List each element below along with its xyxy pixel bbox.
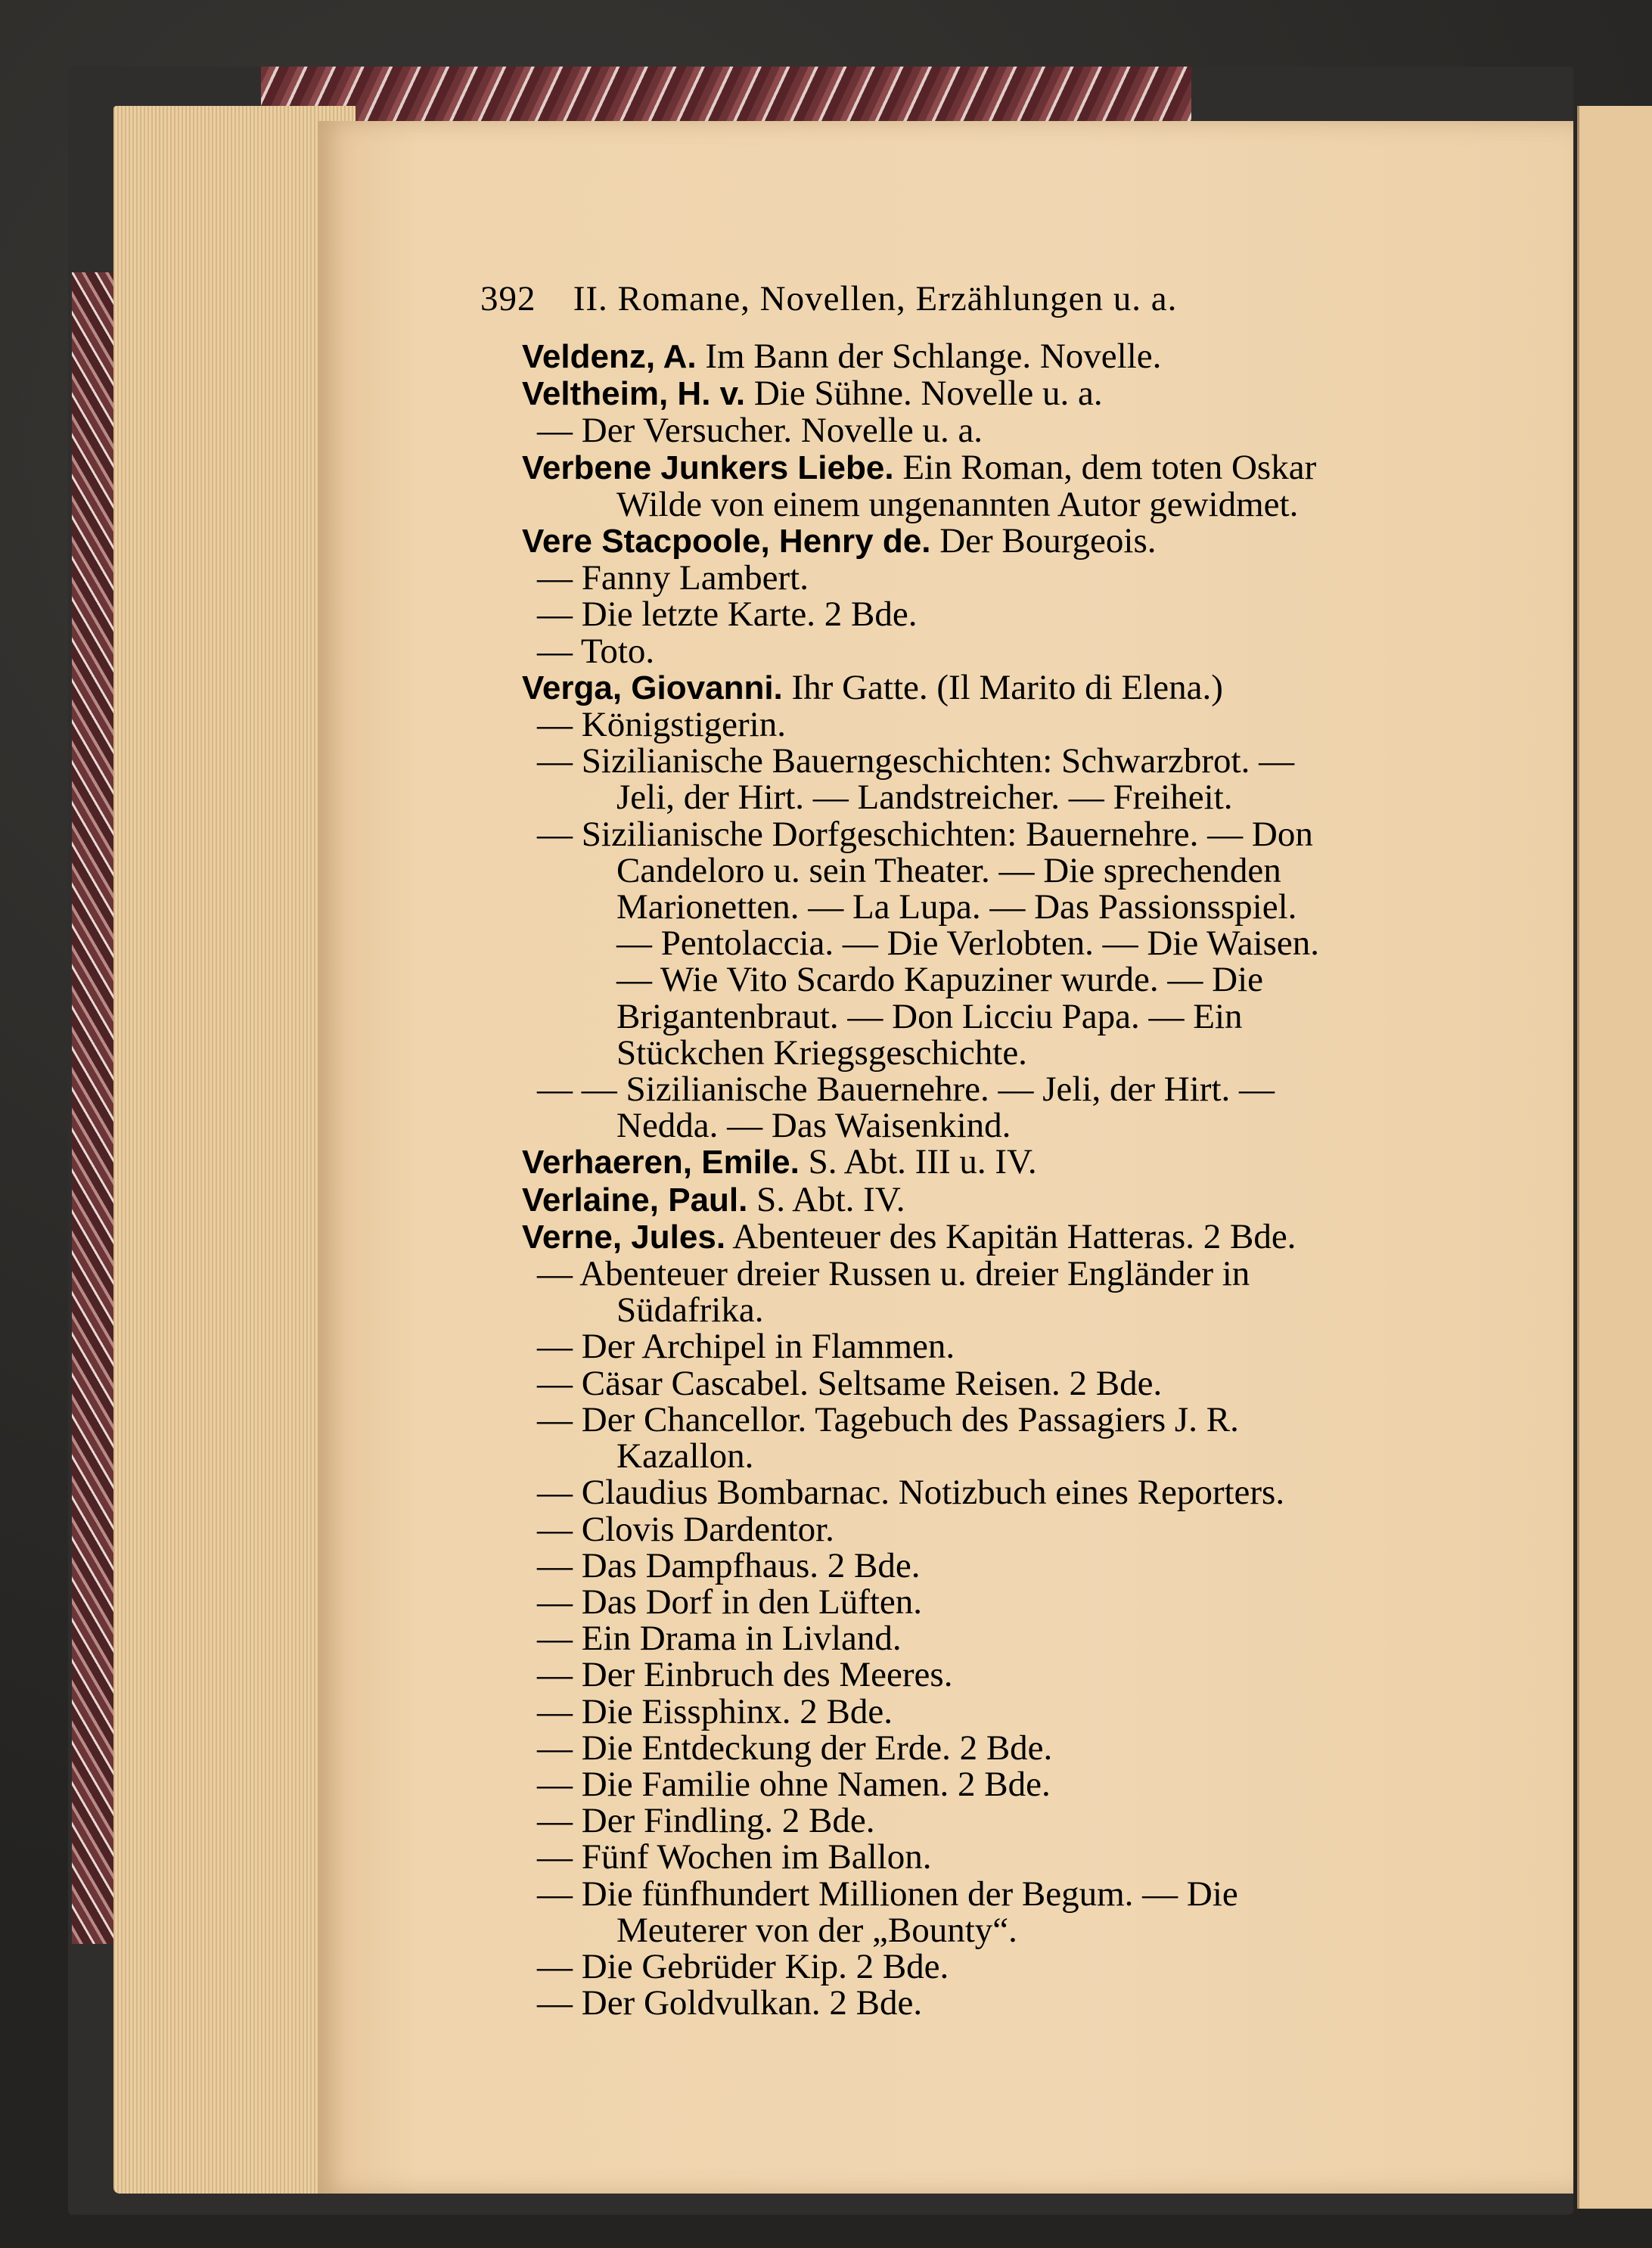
catalog-line [522, 1070, 1498, 1110]
page-number: 392 [480, 279, 536, 318]
catalog-entry [522, 669, 1498, 706]
catalog-line [522, 1766, 1498, 1802]
catalog-entry [522, 1216, 1498, 1256]
entry-text: Candeloro u. sein Theater. — Die sprechenden [616, 850, 1281, 890]
catalog-line [522, 816, 1498, 852]
catalog-line [522, 1292, 1498, 1328]
catalog-line [522, 1657, 1498, 1693]
section-title: II. Romane, Novellen, Erzählungen u. a. [573, 279, 1178, 318]
entry-text: — Der Goldvulkan. 2 Bde. [537, 1983, 923, 2023]
catalog-line [522, 486, 1498, 523]
catalog-line [522, 778, 1498, 818]
entry-text: — — Sizilianische Bauernehre. — Jeli, der Hirt. — [537, 1070, 1275, 1110]
entry-text: Der Bourgeois. [930, 521, 1157, 561]
catalog-line [522, 1365, 1498, 1402]
catalog-line [522, 1399, 1498, 1439]
entry-text: — Abenteuer dreier Russen u. dreier Engländer in [537, 1254, 1250, 1294]
entry-text: — Cäsar Cascabel. Seltsame Reisen. 2 Bde. [537, 1363, 1163, 1403]
author-name: Verbene Junkers Liebe. [522, 449, 894, 486]
entry-text: Stückchen Kriegsgeschichte. [616, 1032, 1027, 1073]
catalog-line [522, 1474, 1498, 1511]
author-name: Veltheim, H. v. [522, 375, 746, 413]
catalog-entry [522, 449, 1498, 486]
catalog-line [522, 595, 1498, 635]
entry-text: Brigantenbraut. — Don Licciu Papa. — Ein [616, 996, 1243, 1036]
author-name: Vere Stacpoole, Henry de. [522, 523, 931, 560]
catalog-line [522, 1438, 1498, 1474]
entry-text: Im Bann der Schlange. Novelle. [696, 337, 1162, 376]
catalog-line [522, 1839, 1498, 1875]
catalog-entry [522, 523, 1498, 560]
catalog-line [522, 706, 1498, 743]
entry-text: Südafrika. [616, 1290, 764, 1330]
entry-text: Meuterer von der „Bounty“. [616, 1910, 1017, 1950]
entry-text: — Wie Vito Scardo Kapuziner wurde. — Die [616, 960, 1263, 1000]
catalog-line [522, 1107, 1498, 1144]
catalog-line [522, 1948, 1498, 1985]
entry-text: — Der Chancellor. Tagebuch des Passagiers J. R. [537, 1399, 1239, 1439]
entry-text: — Die Eissphinx. 2 Bde. [537, 1691, 893, 1731]
entry-text: — Clovis Dardentor. [537, 1509, 834, 1549]
entry-text: — Das Dampfhaus. 2 Bde. [537, 1545, 921, 1585]
entry-text: Abenteuer des Kapitän Hatteras. 2 Bde. [725, 1216, 1296, 1256]
catalog-line [522, 560, 1498, 596]
entry-text: — Der Archipel in Flammen. [537, 1327, 955, 1367]
facing-page-edge [1577, 106, 1652, 2209]
entry-text: Kazallon. [616, 1436, 754, 1476]
catalog-line [522, 1032, 1498, 1073]
entry-text: S. Abt. III u. IV. [799, 1142, 1037, 1182]
entry-text: Ihr Gatte. (Il Marito di Elena.) [782, 667, 1223, 707]
author-name: Verlaine, Paul. [522, 1181, 748, 1219]
entry-text: — Der Versucher. Novelle u. a. [537, 411, 983, 451]
entry-text: S. Abt. IV. [747, 1179, 905, 1219]
entry-text: — Sizilianische Dorfgeschichten: Bauernehre. — Don [537, 814, 1313, 854]
author-name: Verne, Jules. [522, 1218, 726, 1256]
entry-text: — Fanny Lambert. [537, 558, 809, 598]
entry-text: — Die letzte Karte. 2 Bde. [537, 595, 918, 635]
entry-text: — Ein Drama in Livland. [537, 1619, 902, 1659]
entry-text: — Die Familie ohne Namen. 2 Bde. [537, 1764, 1051, 1804]
catalog-line [522, 633, 1498, 669]
catalog-line [522, 1584, 1498, 1620]
entry-text: — Das Dorf in den Lüften. [537, 1582, 923, 1622]
catalog-line [522, 998, 1498, 1035]
catalog-line [522, 1985, 1498, 2021]
entry-text: Marionetten. — La Lupa. — Das Passionsspiel. [616, 887, 1297, 927]
author-name: Verhaeren, Emile. [522, 1144, 800, 1181]
catalog-entry [522, 1181, 1498, 1219]
catalog-line [522, 1511, 1498, 1548]
catalog-line [522, 924, 1498, 964]
entry-text: — Pentolaccia. — Die Verlobten. — Die Waisen. [616, 924, 1320, 964]
catalog-line [522, 1328, 1498, 1365]
catalog-line [522, 1802, 1498, 1839]
catalog-line [522, 852, 1498, 889]
entry-text: — Claudius Bombarnac. Notizbuch eines Reporters. [537, 1473, 1285, 1513]
entry-text: — Die Gebrüder Kip. 2 Bde. [537, 1946, 949, 1986]
catalog-line [522, 1876, 1498, 1912]
catalog-line [522, 1691, 1498, 1731]
catalog-line [522, 412, 1498, 449]
catalog-line [522, 1620, 1498, 1657]
catalog-line [522, 1912, 1498, 1948]
catalog-entry [522, 338, 1498, 375]
entry-text: Ein Roman, dem toten Oskar [893, 447, 1317, 487]
catalog-line [522, 1730, 1498, 1766]
catalog-line [522, 1256, 1498, 1292]
entry-text: Jeli, der Hirt. — Landstreicher. — Freiheit. [616, 778, 1233, 818]
entry-text: — Toto. [537, 631, 655, 671]
entry-text: — Sizilianische Bauerngeschichten: Schwarzbrot. — [537, 741, 1295, 781]
entry-text: — Die fünfhundert Millionen der Begum. — Die [537, 1874, 1238, 1914]
author-name: Veldenz, A. [522, 338, 697, 375]
catalog-entry [522, 1144, 1498, 1181]
marbled-cover-spine [72, 272, 117, 1944]
catalog-line [522, 889, 1498, 925]
entry-text: — Fünf Wochen im Ballon. [537, 1837, 932, 1877]
catalog-line [522, 1545, 1498, 1585]
page-header [480, 278, 1177, 319]
catalog-line [522, 961, 1498, 998]
catalog-line [522, 743, 1498, 779]
entry-list [522, 338, 1498, 2021]
entry-text: — Der Findling. 2 Bde. [537, 1801, 875, 1841]
author-name: Verga, Giovanni. [522, 669, 783, 706]
entry-text: — Königstigerin. [537, 705, 786, 745]
entry-text: — Die Entdeckung der Erde. 2 Bde. [537, 1728, 1053, 1768]
entry-text: — Der Einbruch des Meeres. [537, 1655, 953, 1695]
entry-text: Wilde von einem ungenannten Autor gewidmet. [616, 484, 1299, 524]
catalog-entry [522, 375, 1498, 412]
entry-text: Die Sühne. Novelle u. a. [745, 374, 1103, 414]
entry-text: Nedda. — Das Waisenkind. [616, 1106, 1011, 1146]
